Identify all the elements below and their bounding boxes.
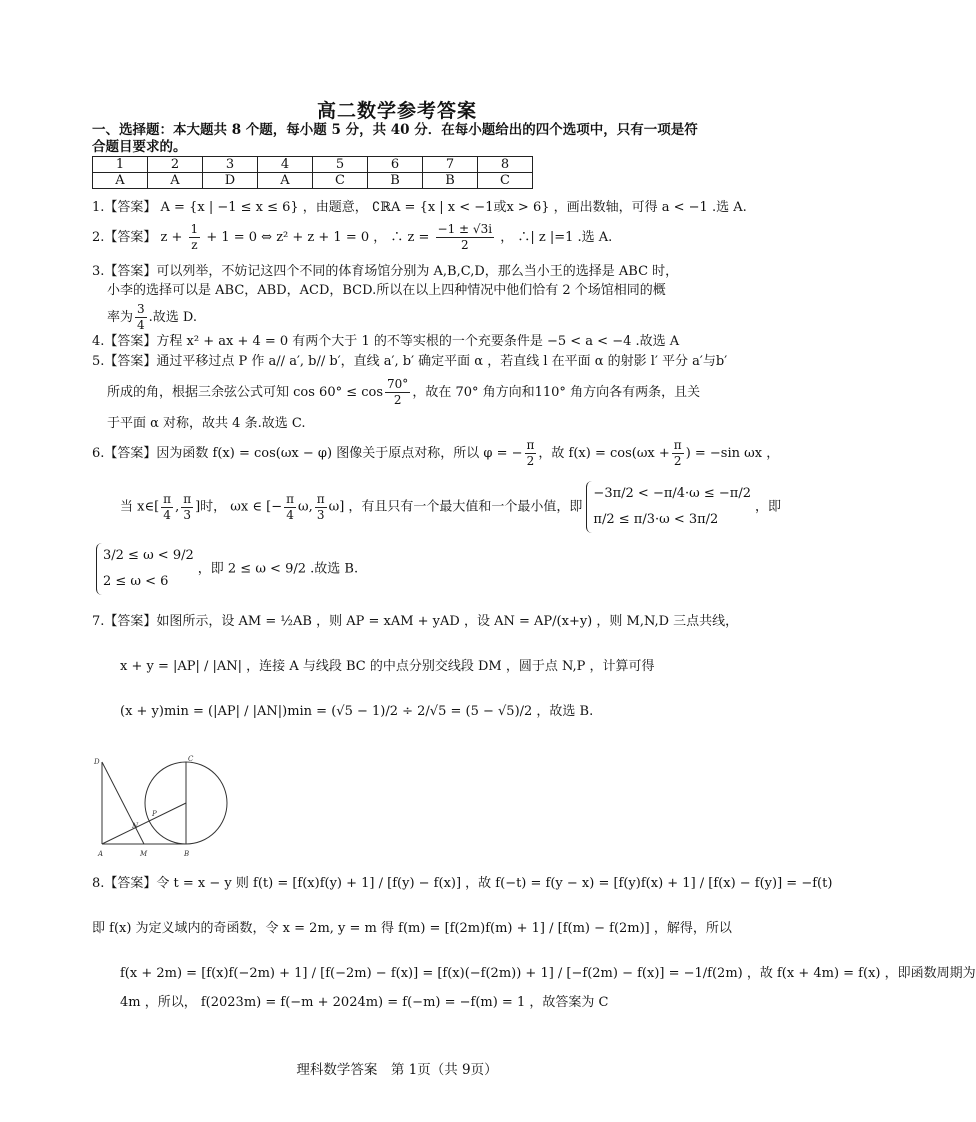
answer-3-text: 率为 <box>107 310 134 325</box>
answer-4: 4.【答案】方程 x² + ax + 4 = 0 有两个大于 1 的不等实根的一个充要条件是 −5 < a < −4 .故选 A <box>92 334 680 349</box>
answer-5-text: 所成的角，根据三余弦公式可知 cos 60° ≤ cos <box>107 385 384 400</box>
label-n: N <box>132 822 139 830</box>
table-cell: A <box>148 173 203 189</box>
fraction-numerator: π <box>183 491 192 506</box>
answer-6 <box>92 438 782 595</box>
fraction <box>436 222 495 253</box>
table-cell: C <box>313 173 368 189</box>
answer-5-line <box>92 377 712 408</box>
inequality: −3π/2 < −π/4·ω ≤ −π/2 <box>593 486 752 501</box>
inequality-system <box>96 543 194 595</box>
fraction-denominator: 4 <box>163 507 171 522</box>
fraction <box>181 492 193 523</box>
fraction-numerator: −1 ± √3i <box>437 222 493 236</box>
answer-8 <box>92 874 976 1012</box>
answer-6-text: ，即 2 ≤ ω < 9/2 .故选 B. <box>197 561 359 577</box>
label-a: A <box>98 850 104 858</box>
fraction <box>525 438 537 469</box>
answer-3-text: .故选 D. <box>148 310 198 325</box>
answer-3 <box>92 262 712 333</box>
answer-6-text: 6.【答案】因为函数 f(x) = cos(ωx − φ) 图像关于原点对称，所以 φ = − <box>92 446 523 461</box>
answer-6-line: 当 x∈[ $\frac{\pi}{4}$ , $\frac{\pi}{3}$ ]时， ωx ∈ [− $\frac{\pi}{4}$ ω, $\frac{\pi}{3}$ ω] ，有且只有一个最大值和一个最小值，即 −3π/2 < −π/4·ω ≤ −π/2 π/2 ≤ π/3·ω < 3π/2 ，即 <box>92 481 712 533</box>
fraction-numerator: π <box>673 438 682 452</box>
answer-5-text: ，故在 70° 角方向和110° 角方向各有两条，且关 <box>412 385 701 400</box>
fraction-denominator: 3 <box>183 507 191 522</box>
segment-a-midpoint <box>102 803 186 844</box>
fraction <box>161 492 173 523</box>
fraction-numerator: 1 <box>190 222 199 236</box>
fraction-denominator: 2 <box>393 393 402 407</box>
answer-3-line: 3.【答案】可以列举，不妨记这四个不同的体育场馆分别为 A,B,C,D，那么当小王的选择是 ABC 时， <box>92 264 679 279</box>
fraction-denominator: 2 <box>526 454 535 468</box>
label-b: B <box>184 850 190 858</box>
label-p: P <box>152 810 157 818</box>
answer-6-text: ω] ，有且只有一个最大值和一个最小值，即 <box>328 499 583 515</box>
answer-3-line <box>92 302 712 333</box>
fraction-numerator: 70° <box>387 377 409 391</box>
table-cell: 7 <box>423 157 478 173</box>
answer-8-line: f(x + 2m) = [f(x)f(−2m) + 1] / [f(−2m) − f(x)] = [f(x)(−f(2m)) + 1] / [−f(2m) − f(x)] = −1/f(2m) ，故 f(x + 4m) = f(x) ，即函数周期为 <box>120 966 976 981</box>
section-intro: 一、选择题：本大题共 8 个题，每小题 5 分，共 40 分．在每小题给出的四个选项中，只有一项是符合题目要求的。 <box>92 122 698 155</box>
table-cell: C <box>478 173 533 189</box>
inequality: 3/2 ≤ ω < 9/2 <box>103 548 194 563</box>
answer-3-line: 小李的选择可以是 ABC，ABD，ACD，BCD.所以在以上四种情况中他们恰有 2 个场馆相同的概 <box>107 283 666 298</box>
fraction-numerator: π <box>286 491 294 506</box>
page-title: 高二数学参考答案 <box>316 100 477 122</box>
page-footer: 理科数学答案 第 1页（共 9页） <box>296 1062 498 1078</box>
fraction <box>385 377 410 408</box>
table-cell: A <box>93 173 148 189</box>
answer-6-text: 当 x∈[ <box>120 499 160 515</box>
table-cell: B <box>423 173 478 189</box>
answer-5-line: 于平面 α 对称，故共 4 条.故选 C. <box>107 416 306 431</box>
answer-6-text: ]时， ωx ∈ [− <box>195 499 283 515</box>
answer-5 <box>92 352 728 433</box>
fraction-numerator: 3 <box>137 302 145 316</box>
answer-7 <box>92 612 739 721</box>
fraction-numerator: π <box>163 491 172 506</box>
answer-5-line: 5.【答案】通过平移过点 P 作 a// a′, b// b′，直线 a′, b′ 确定平面 α ，若直线 l 在平面 α 的射影 l′ 平分 a′与b′ <box>92 354 728 369</box>
fraction <box>135 302 147 333</box>
segment-dm <box>102 762 144 844</box>
answer-table <box>92 156 533 189</box>
table-cell: 5 <box>313 157 368 173</box>
fraction-denominator: 4 <box>137 318 145 332</box>
fraction-numerator: π <box>526 438 535 452</box>
inequality: π/2 ≤ π/3·ω < 3π/2 <box>593 512 719 527</box>
fraction-denominator: z <box>191 238 198 252</box>
fraction-denominator: 3 <box>316 507 325 522</box>
geometry-figure <box>94 756 244 864</box>
table-cell: 2 <box>148 157 203 173</box>
answer-1: 1.【答案】 A = {x | −1 ≤ x ≤ 6} ，由题意， ∁ℝA = {x | x < −1或x > 6} ，画出数轴，可得 a < −1 .选 A. <box>92 200 747 215</box>
table-cell: 4 <box>258 157 313 173</box>
fraction <box>672 438 684 469</box>
answer-2-text: 2.【答案】 z + <box>92 230 187 245</box>
label-d: D <box>94 758 100 766</box>
fraction <box>189 222 201 253</box>
answer-7-line: 7.【答案】如图所示，设 AM = ½AB ，则 AP = xAM + yAD ，设 AN = AP/(x+y) ，则 M,N,D 三点共线， <box>92 614 739 629</box>
answer-8-line: 8.【答案】令 t = x − y 则 f(t) = [f(x)f(y) + 1] / [f(y) − f(x)] ，故 f(−t) = f(y − x) = [f(y)f(x) + 1] / [f(x) − f(y)] = −f(t) <box>92 876 833 891</box>
table-cell: B <box>368 173 423 189</box>
label-m: M <box>140 850 148 858</box>
answer-6-line <box>92 543 712 595</box>
answer-6-text: ω, <box>297 499 313 515</box>
fraction-denominator: 2 <box>460 238 469 252</box>
answer-8-line: 4m ，所以， f(2023m) = f(−m + 2024m) = f(−m) = −f(m) = 1 ，故答案为 C <box>120 995 609 1010</box>
answer-6-text: ，故 f(x) = cos(ωx + <box>538 446 670 461</box>
answer-6-text: ，即 <box>755 499 782 515</box>
table-cell: D <box>203 173 258 189</box>
fraction-denominator: 2 <box>673 454 682 468</box>
label-c: C <box>188 755 194 763</box>
table-cell: 8 <box>478 157 533 173</box>
table-cell: 6 <box>368 157 423 173</box>
answer-6-line <box>92 438 780 469</box>
answer-table-number-row <box>93 157 533 173</box>
fraction <box>315 492 327 523</box>
inequality-system <box>586 481 751 533</box>
inequality: 2 ≤ ω < 6 <box>103 574 169 589</box>
answer-8-line: 即 f(x) 为定义域内的奇函数，令 x = 2m, y = m 得 f(m) = [f(2m)f(m) + 1] / [f(m) − f(2m)] ，解得，所以 <box>92 921 732 936</box>
answer-6-text: ) = −sin ωx ， <box>685 446 780 461</box>
fraction-denominator: 4 <box>286 507 294 522</box>
table-cell: A <box>258 173 313 189</box>
table-cell: 3 <box>203 157 258 173</box>
answer-7-line: (x + y)min = (|AP| / |AN|)min = (√5 − 1)/2 ÷ 2/√5 = (5 − √5)/2 ，故选 B. <box>120 704 594 719</box>
table-cell: 1 <box>93 157 148 173</box>
fraction-numerator: π <box>316 491 325 506</box>
answer-7-line: x + y = |AP| / |AN| ，连接 A 与线段 BC 的中点分别交线段 DM ，圆于点 N,P ，计算可得 <box>120 659 655 674</box>
answer-2 <box>92 222 712 253</box>
answer-2-text: + 1 = 0 ⇔ z² + z + 1 = 0 ， ∴ z = <box>206 230 434 245</box>
answer-table-answer-row <box>93 173 533 189</box>
answer-2-text: ， ∴| z |=1 .选 A. <box>500 230 613 245</box>
fraction <box>284 492 296 523</box>
